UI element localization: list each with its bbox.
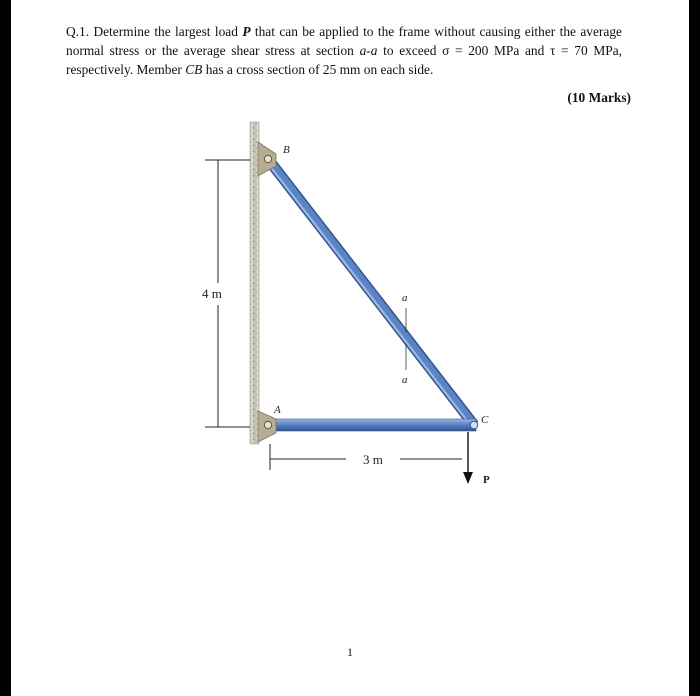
label-p: P [483, 474, 490, 486]
question-number: Q.1. [66, 24, 90, 39]
question-text-part-4: has a cross section of 25 mm on each side. [205, 62, 434, 77]
member-label: CB [185, 62, 203, 77]
marks-label: (10 Marks) [567, 90, 631, 105]
section-label-bottom: a [402, 374, 408, 386]
label-c: C [481, 414, 489, 426]
page-number: 1 [347, 645, 353, 659]
width-dimension-label: 3 m [363, 452, 383, 467]
height-dimension-label: 4 m [202, 286, 222, 301]
load-symbol: P [242, 24, 251, 39]
pin-joint-c [470, 421, 478, 429]
member-ac [270, 419, 476, 431]
label-b: B [283, 144, 290, 156]
question-text-part-3: to exceed σ = 200 MPa and τ = 70 MPa, respectively. Member [66, 43, 622, 77]
label-a: A [274, 404, 281, 416]
question-text-part-2: that can be applied to the frame without causing either the average normal stress or the average shear stress at section [66, 24, 622, 58]
section-label: a-a [359, 43, 378, 58]
section-label-top: a [402, 292, 408, 304]
member-cb [266, 159, 474, 427]
load-arrow-p [463, 432, 473, 484]
question-text-part-1: Determine the largest load [93, 24, 238, 39]
